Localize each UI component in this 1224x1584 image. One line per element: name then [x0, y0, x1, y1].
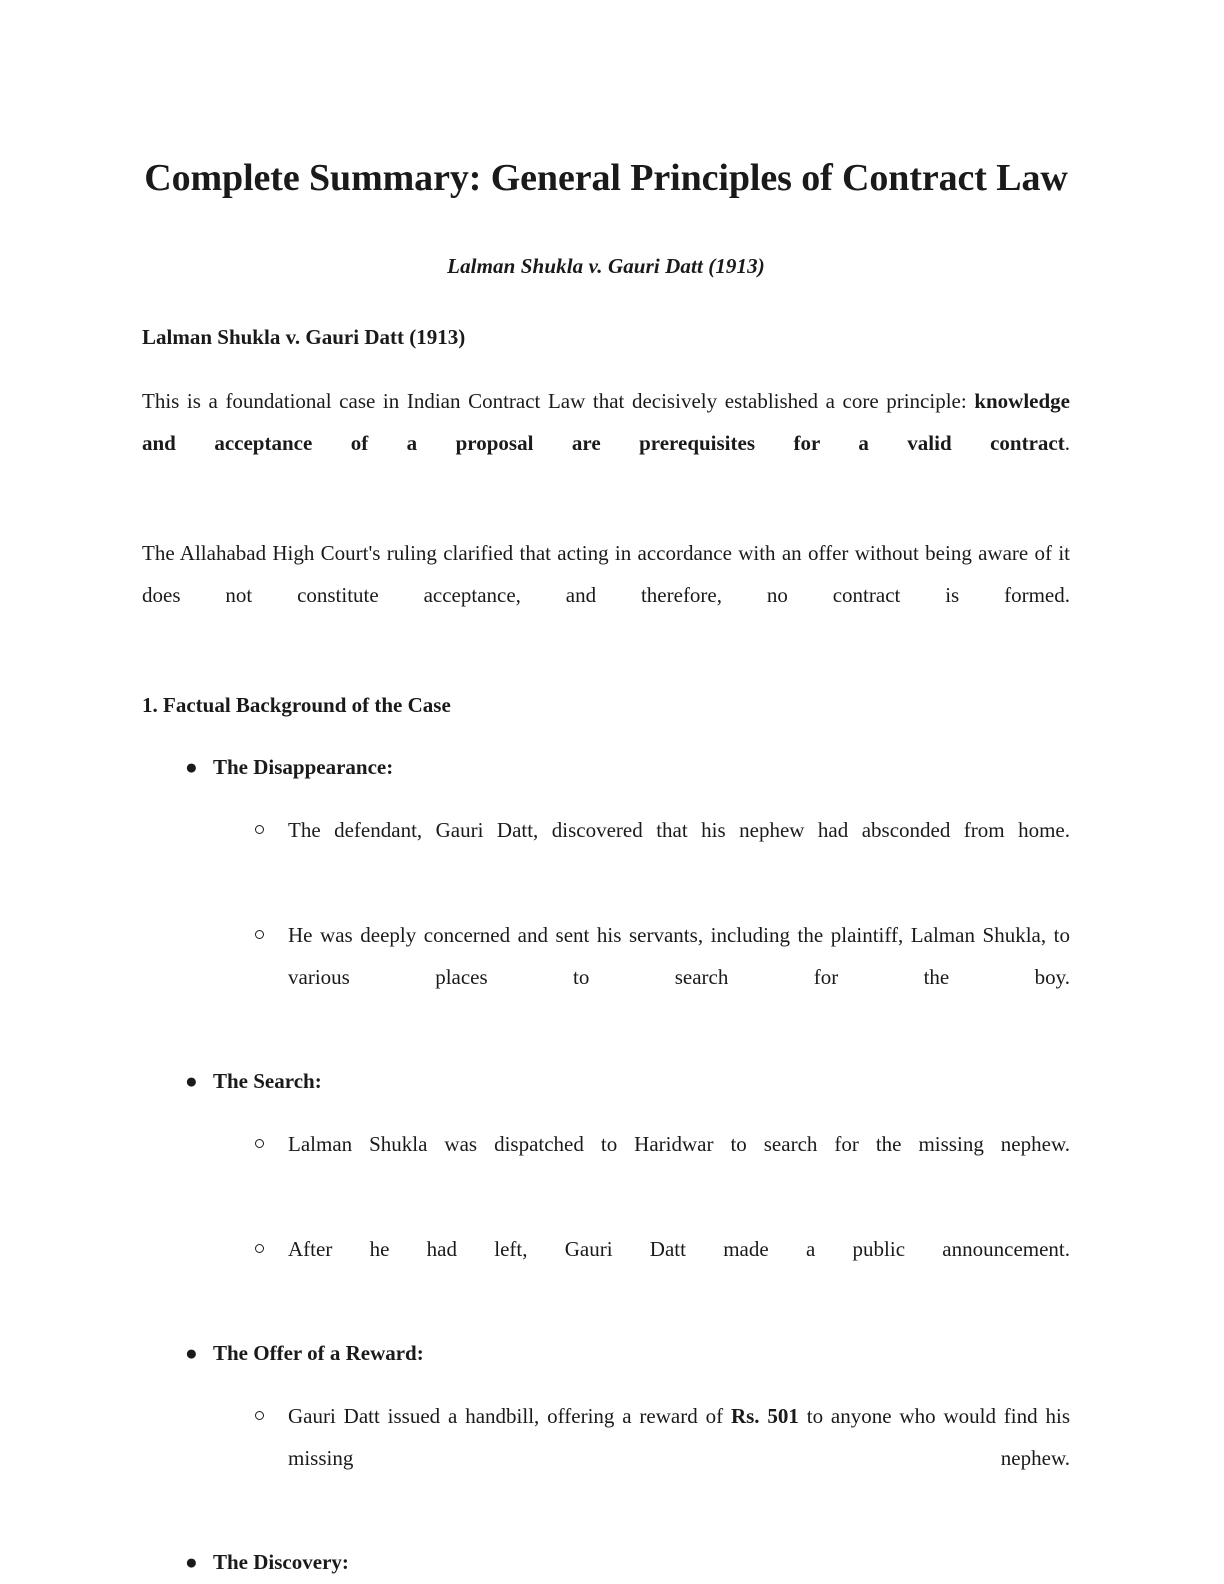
- list-item-label: The Discovery:: [213, 1549, 349, 1574]
- sublist-item: [213, 788, 1070, 893]
- list-item: [142, 1521, 1070, 1583]
- filled-disc-bullet-icon: ●: [185, 754, 198, 779]
- sublist-item: [213, 1207, 1070, 1312]
- list-item: [142, 1040, 1070, 1312]
- reward-amount: Rs. 501: [730, 1403, 799, 1428]
- list-item-label: The Disappearance:: [213, 754, 394, 779]
- case-name-heading: Lalman Shukla v. Gauri Datt (1913): [142, 325, 466, 350]
- list-item: [142, 726, 1070, 1040]
- sublist-item-text: The defendant, Gauri Datt, discovered that his nephew had absconded from home.: [288, 817, 1070, 842]
- hollow-circle-bullet-icon: [255, 1395, 271, 1437]
- list-item-label: The Search:: [213, 1068, 322, 1093]
- sublist-item: [213, 1102, 1070, 1207]
- hollow-circle-bullet-icon: [255, 1228, 271, 1270]
- sublist-item-text: [288, 1395, 1070, 1521]
- ruling-paragraph: The Allahabad High Court's ruling clarified that acting in accordance with an offer without being aware of it does not constitute acceptance, and therefore, no contract is formed.: [142, 540, 1070, 607]
- sublist-item-text: He was deeply concerned and sent his servants, including the plaintiff, Lalman Shukla, to various places to search for the boy.: [288, 922, 1070, 989]
- intro-text-leading: This is a foundational case in Indian Contract Law that decisively established a core principle:: [142, 388, 975, 413]
- reward-text-trailing: to anyone who would find his missing nephew.: [288, 1403, 1070, 1470]
- filled-disc-bullet-icon: ●: [185, 1068, 198, 1093]
- filled-disc-bullet-icon: ●: [185, 1549, 198, 1574]
- sublist-item-text: Lalman Shukla was dispatched to Haridwar to search for the missing nephew.: [288, 1131, 1070, 1156]
- hollow-circle-bullet-icon: [255, 809, 271, 851]
- list-item: [142, 1312, 1070, 1521]
- hollow-circle-bullet-icon: [255, 914, 271, 956]
- intro-text-trailing: .: [1064, 430, 1070, 455]
- sublist-item-text: After he had left, Gauri Datt made a public announcement.: [288, 1236, 1070, 1261]
- filled-disc-bullet-icon: ●: [185, 1340, 198, 1365]
- factual-background-list: [142, 726, 1070, 1583]
- sublist: [213, 1102, 1070, 1312]
- sublist-item: [213, 1374, 1070, 1521]
- section-heading-factual-background: 1. Factual Background of the Case: [142, 692, 451, 717]
- intro-paragraph: [142, 354, 1070, 506]
- sublist: [213, 788, 1070, 1040]
- list-item-label: The Offer of a Reward:: [213, 1340, 424, 1365]
- reward-text-leading: Gauri Datt issued a handbill, offering a reward of: [288, 1403, 731, 1428]
- hollow-circle-bullet-icon: [255, 1123, 271, 1165]
- page-title: Complete Summary: General Principles of Contract Law: [144, 157, 1068, 199]
- intro-text-emphasis: knowledge and acceptance of a proposal are prerequisites for a valid contract: [142, 388, 1070, 455]
- sublist-item: [213, 893, 1070, 1040]
- document-content: [142, 0, 1070, 1583]
- sublist: [213, 1374, 1070, 1521]
- document-subtitle: Lalman Shukla v. Gauri Datt (1913): [447, 254, 765, 279]
